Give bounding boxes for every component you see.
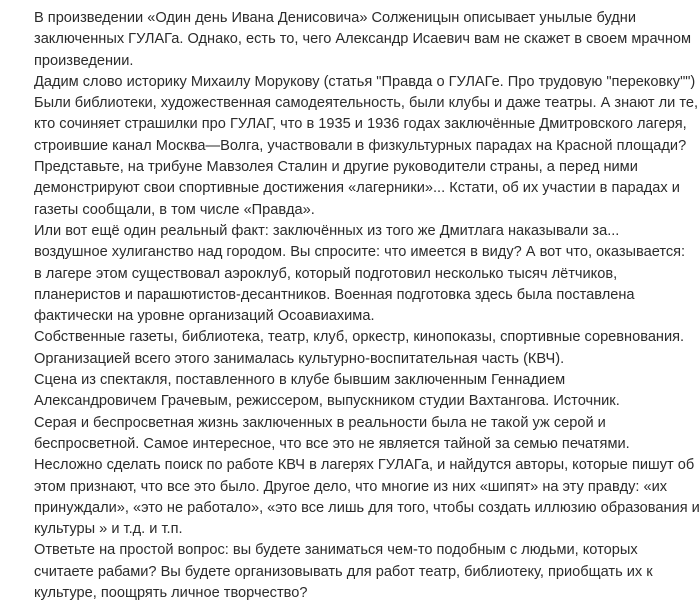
paragraph-aeroclub: Или вот ещё один реальный факт: заключённых из того же Дмитлага наказывали за... воздушное хулиганство над городом. Вы спросите: что имеется в виду? А вот что, оказывается: в лагере этом существовал аэроклуб, который подготовил несколько тысяч лётчиков, планеристов и парашютистов-десантников. Военная подготовка здесь была поставлена фактически на уровне организаций Осоавиахима. bbox=[34, 222, 686, 325]
source-link[interactable]: Источник. bbox=[553, 393, 620, 410]
paragraph-kvch: Собственные газеты, библиотека, театр, клуб, оркестр, кинопоказы, спортивные соревнования. Организацией всего этого занималась культурно-воспитательная часть (КВЧ). bbox=[34, 329, 685, 367]
paragraph-grey-life: Серая и беспросветная жизнь заключенных в реальности была не такой уж серой и беспросветной. Самое интересное, что все это не является тайной за семью печатями. bbox=[34, 414, 630, 452]
paragraph-libraries-parades: Были библиотеки, художественная самодеятельность, были клубы и даже театры. А знают ли те, кто сочиняет страшилки про ГУЛАГ, что в 1935 и 1936 годах заключённые Дмитровского лагеря, строившие канал Москва—Волга, участвовали в физкультурных парадах на Красной площади? bbox=[34, 95, 699, 154]
paragraph-search-kvch: Несложно сделать поиск по работе КВЧ в лагерях ГУЛАГа, и найдутся авторы, которые пишут об этом признают, что все это было. Другое дело, что многие из них «шипят» на эту правду: «их принуждали», «это не работало», «это все лишь для того, чтобы создать иллюзию образования и культуры » и т.д. и т.п. bbox=[34, 457, 700, 538]
paragraph-historian-quote: Дадим слово историку Михаилу Морукову (статья "Правда о ГУЛАГе. Про трудовую "перековку"") bbox=[34, 73, 696, 90]
paragraph-mausoleum: Представьте, на трибуне Мавзолея Сталин и другие руководители страны, а перед ними демонстрируют свои спортивные достижения «лагерники»... Кстати, об их участии в парадах и газеты сообщали, в том числе «Правда». bbox=[34, 159, 680, 218]
theatre-scene-text: Сцена из спектакля, поставленного в клубе бывшим заключенным Геннадием Александровичем Грачевым, режиссером, выпускником студии Вахтангова. bbox=[34, 372, 566, 410]
paragraph-theatre-scene bbox=[34, 370, 700, 413]
paragraph-intro: В произведении «Один день Ивана Денисовича» Солженицын описывает унылые будни заключенных ГУЛАГа. Однако, есть то, чего Александр Исаевич вам не скажет в своем мрачном произведении. bbox=[34, 10, 692, 69]
paragraph-question: Ответьте на простой вопрос: вы будете заниматься чем-то подобным с людьми, которых считаете рабами? Вы будете организовывать для работ театр, библиотеку, приобщать их к культуре, поощрять личное творчество? bbox=[34, 542, 653, 602]
